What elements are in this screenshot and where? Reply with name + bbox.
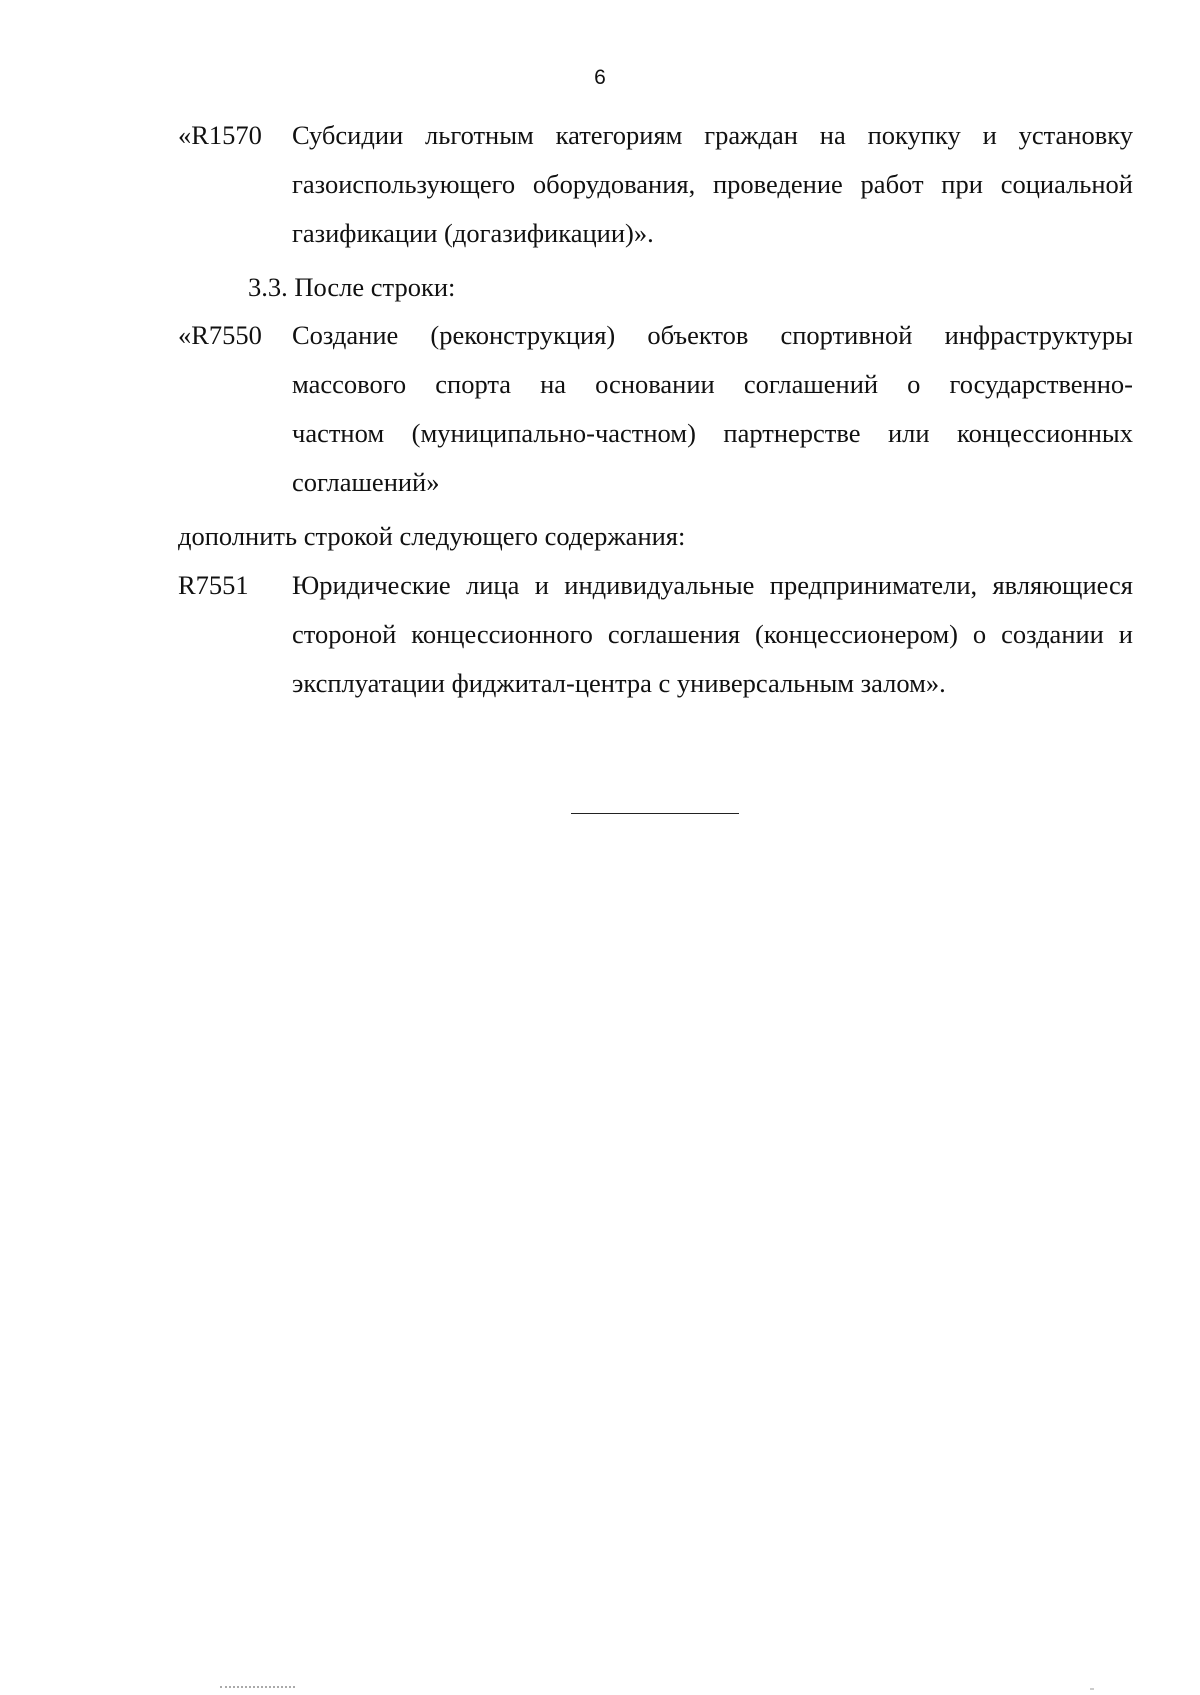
- entry-line: частном (муниципально-частном) партнерстве или концессионных: [292, 418, 1133, 448]
- entry-line: Создание (реконструкция) объектов спортивной инфраструктуры: [292, 320, 1133, 350]
- entry-line: газоиспользующего оборудования, проведение работ при социальной: [292, 169, 1133, 199]
- closing-rule: [571, 813, 739, 814]
- entry-r1570: [178, 111, 1133, 258]
- entry-line: соглашений»: [292, 467, 440, 497]
- entry-line: массового спорта на основании соглашений о государственно-: [292, 369, 1133, 399]
- entry-r7550: [178, 311, 1133, 507]
- scan-artifact: [1090, 1688, 1094, 1690]
- append-paragraph: дополнить строкой следующего содержания:: [178, 521, 686, 551]
- entry-line: газификации (догазификации)».: [292, 218, 654, 248]
- entry-r7551: [178, 561, 1133, 708]
- scan-artifact: [220, 1686, 295, 1688]
- page-number: 6: [594, 66, 606, 89]
- entry-code: R7551: [178, 570, 249, 600]
- entry-code: «R7550: [178, 320, 262, 350]
- entry-line: эксплуатации фиджитал-центра с универсальным залом».: [292, 668, 946, 698]
- entry-line: Юридические лица и индивидуальные предприниматели, являющиеся: [292, 570, 1133, 600]
- entry-line: стороной концессионного соглашения (концессионером) о создании и: [292, 619, 1133, 649]
- entry-line: Субсидии льготным категориям граждан на покупку и установку: [292, 120, 1133, 150]
- entry-code: «R1570: [178, 120, 262, 150]
- section-heading: 3.3. После строки:: [248, 272, 456, 302]
